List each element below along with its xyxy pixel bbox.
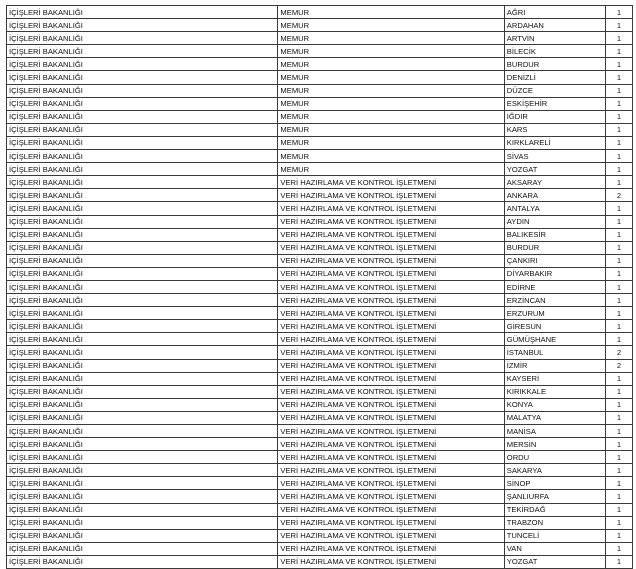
table-row <box>7 254 633 267</box>
city-cell: SAKARYA <box>504 464 605 477</box>
count-cell: 1 <box>605 241 632 254</box>
city-cell: DİYARBAKIR <box>504 267 605 280</box>
table-row <box>7 202 633 215</box>
city-cell: TRABZON <box>504 516 605 529</box>
city-cell: İZMİR <box>504 359 605 372</box>
institution-cell: İÇİŞLERİ BAKANLIĞI <box>7 425 278 438</box>
quota-table-body <box>7 6 633 569</box>
table-row <box>7 32 633 45</box>
table-row <box>7 372 633 385</box>
institution-cell: İÇİŞLERİ BAKANLIĞI <box>7 529 278 542</box>
institution-cell: İÇİŞLERİ BAKANLIĞI <box>7 359 278 372</box>
position-cell: VERİ HAZIRLAMA VE KONTROL İŞLETMENİ <box>278 464 504 477</box>
table-row <box>7 136 633 149</box>
position-cell: VERİ HAZIRLAMA VE KONTROL İŞLETMENİ <box>278 294 504 307</box>
position-cell: VERİ HAZIRLAMA VE KONTROL İŞLETMENİ <box>278 451 504 464</box>
city-cell: AYDIN <box>504 215 605 228</box>
position-cell: VERİ HAZIRLAMA VE KONTROL İŞLETMENİ <box>278 542 504 555</box>
position-cell: VERİ HAZIRLAMA VE KONTROL İŞLETMENİ <box>278 411 504 424</box>
institution-cell: İÇİŞLERİ BAKANLIĞI <box>7 294 278 307</box>
position-cell: VERİ HAZIRLAMA VE KONTROL İŞLETMENİ <box>278 385 504 398</box>
city-cell: TEKİRDAĞ <box>504 503 605 516</box>
position-cell: VERİ HAZIRLAMA VE KONTROL İŞLETMENİ <box>278 307 504 320</box>
institution-cell: İÇİŞLERİ BAKANLIĞI <box>7 254 278 267</box>
table-row <box>7 464 633 477</box>
position-cell: MEMUR <box>278 6 504 19</box>
city-cell: ERZİNCAN <box>504 294 605 307</box>
institution-cell: İÇİŞLERİ BAKANLIĞI <box>7 516 278 529</box>
position-cell: MEMUR <box>278 58 504 71</box>
position-cell: MEMUR <box>278 150 504 163</box>
institution-cell: İÇİŞLERİ BAKANLIĞI <box>7 372 278 385</box>
table-row <box>7 516 633 529</box>
position-cell: MEMUR <box>278 32 504 45</box>
position-cell: MEMUR <box>278 71 504 84</box>
institution-cell: İÇİŞLERİ BAKANLIĞI <box>7 163 278 176</box>
count-cell: 1 <box>605 136 632 149</box>
table-row <box>7 215 633 228</box>
count-cell: 1 <box>605 451 632 464</box>
position-cell: VERİ HAZIRLAMA VE KONTROL İŞLETMENİ <box>278 346 504 359</box>
count-cell: 1 <box>605 228 632 241</box>
count-cell: 2 <box>605 359 632 372</box>
count-cell: 1 <box>605 542 632 555</box>
count-cell: 1 <box>605 202 632 215</box>
institution-cell: İÇİŞLERİ BAKANLIĞI <box>7 398 278 411</box>
city-cell: MANİSA <box>504 425 605 438</box>
table-row <box>7 19 633 32</box>
city-cell: BURDUR <box>504 58 605 71</box>
table-row <box>7 176 633 189</box>
table-row <box>7 503 633 516</box>
table-row <box>7 280 633 293</box>
position-cell: VERİ HAZIRLAMA VE KONTROL İŞLETMENİ <box>278 267 504 280</box>
institution-cell: İÇİŞLERİ BAKANLIĞI <box>7 503 278 516</box>
count-cell: 1 <box>605 150 632 163</box>
position-cell: VERİ HAZIRLAMA VE KONTROL İŞLETMENİ <box>278 490 504 503</box>
count-cell: 1 <box>605 45 632 58</box>
city-cell: KONYA <box>504 398 605 411</box>
count-cell: 1 <box>605 529 632 542</box>
city-cell: KAYSERİ <box>504 372 605 385</box>
table-row <box>7 385 633 398</box>
position-cell: VERİ HAZIRLAMA VE KONTROL İŞLETMENİ <box>278 320 504 333</box>
position-cell: VERİ HAZIRLAMA VE KONTROL İŞLETMENİ <box>278 372 504 385</box>
institution-cell: İÇİŞLERİ BAKANLIĞI <box>7 307 278 320</box>
city-cell: BALIKESİR <box>504 228 605 241</box>
table-row <box>7 189 633 202</box>
city-cell: ŞANLIURFA <box>504 490 605 503</box>
institution-cell: İÇİŞLERİ BAKANLIĞI <box>7 176 278 189</box>
position-cell: MEMUR <box>278 163 504 176</box>
count-cell: 1 <box>605 425 632 438</box>
institution-cell: İÇİŞLERİ BAKANLIĞI <box>7 189 278 202</box>
count-cell: 1 <box>605 438 632 451</box>
institution-cell: İÇİŞLERİ BAKANLIĞI <box>7 477 278 490</box>
institution-cell: İÇİŞLERİ BAKANLIĞI <box>7 84 278 97</box>
count-cell: 2 <box>605 346 632 359</box>
position-cell: MEMUR <box>278 123 504 136</box>
institution-cell: İÇİŞLERİ BAKANLIĞI <box>7 241 278 254</box>
position-cell: VERİ HAZIRLAMA VE KONTROL İŞLETMENİ <box>278 333 504 346</box>
table-row <box>7 6 633 19</box>
city-cell: KIRKLARELİ <box>504 136 605 149</box>
position-cell: VERİ HAZIRLAMA VE KONTROL İŞLETMENİ <box>278 215 504 228</box>
city-cell: GİRESUN <box>504 320 605 333</box>
position-cell: VERİ HAZIRLAMA VE KONTROL İŞLETMENİ <box>278 438 504 451</box>
institution-cell: İÇİŞLERİ BAKANLIĞI <box>7 333 278 346</box>
table-row <box>7 398 633 411</box>
institution-cell: İÇİŞLERİ BAKANLIĞI <box>7 385 278 398</box>
city-cell: ESKİŞEHİR <box>504 97 605 110</box>
institution-cell: İÇİŞLERİ BAKANLIĞI <box>7 58 278 71</box>
position-cell: VERİ HAZIRLAMA VE KONTROL İŞLETMENİ <box>278 477 504 490</box>
position-cell: MEMUR <box>278 136 504 149</box>
institution-cell: İÇİŞLERİ BAKANLIĞI <box>7 150 278 163</box>
city-cell: IĞDIR <box>504 110 605 123</box>
count-cell: 1 <box>605 280 632 293</box>
institution-cell: İÇİŞLERİ BAKANLIĞI <box>7 438 278 451</box>
institution-cell: İÇİŞLERİ BAKANLIĞI <box>7 215 278 228</box>
city-cell: VAN <box>504 542 605 555</box>
table-row <box>7 110 633 123</box>
position-cell: VERİ HAZIRLAMA VE KONTROL İŞLETMENİ <box>278 228 504 241</box>
table-row <box>7 228 633 241</box>
position-cell: MEMUR <box>278 19 504 32</box>
city-cell: ERZURUM <box>504 307 605 320</box>
city-cell: KARS <box>504 123 605 136</box>
city-cell: SİNOP <box>504 477 605 490</box>
position-cell: VERİ HAZIRLAMA VE KONTROL İŞLETMENİ <box>278 202 504 215</box>
position-cell: VERİ HAZIRLAMA VE KONTROL İŞLETMENİ <box>278 359 504 372</box>
institution-cell: İÇİŞLERİ BAKANLIĞI <box>7 411 278 424</box>
count-cell: 1 <box>605 97 632 110</box>
position-cell: VERİ HAZIRLAMA VE KONTROL İŞLETMENİ <box>278 398 504 411</box>
table-row <box>7 307 633 320</box>
city-cell: ORDU <box>504 451 605 464</box>
table-row <box>7 45 633 58</box>
position-cell: VERİ HAZIRLAMA VE KONTROL İŞLETMENİ <box>278 529 504 542</box>
table-row <box>7 451 633 464</box>
city-cell: ANTALYA <box>504 202 605 215</box>
city-cell: GÜMÜŞHANE <box>504 333 605 346</box>
count-cell: 1 <box>605 516 632 529</box>
table-row <box>7 58 633 71</box>
institution-cell: İÇİŞLERİ BAKANLIĞI <box>7 45 278 58</box>
city-cell: BURDUR <box>504 241 605 254</box>
city-cell: ARTVİN <box>504 32 605 45</box>
position-cell: VERİ HAZIRLAMA VE KONTROL İŞLETMENİ <box>278 425 504 438</box>
table-row <box>7 490 633 503</box>
city-cell: AKSARAY <box>504 176 605 189</box>
city-cell: MALATYA <box>504 411 605 424</box>
table-row <box>7 438 633 451</box>
position-cell: VERİ HAZIRLAMA VE KONTROL İŞLETMENİ <box>278 280 504 293</box>
institution-cell: İÇİŞLERİ BAKANLIĞI <box>7 6 278 19</box>
institution-cell: İÇİŞLERİ BAKANLIĞI <box>7 451 278 464</box>
table-row <box>7 320 633 333</box>
table-row <box>7 241 633 254</box>
count-cell: 1 <box>605 58 632 71</box>
table-row <box>7 294 633 307</box>
institution-cell: İÇİŞLERİ BAKANLIĞI <box>7 464 278 477</box>
position-cell: MEMUR <box>278 84 504 97</box>
position-cell: VERİ HAZIRLAMA VE KONTROL İŞLETMENİ <box>278 189 504 202</box>
city-cell: ÇANKIRI <box>504 254 605 267</box>
position-cell: VERİ HAZIRLAMA VE KONTROL İŞLETMENİ <box>278 555 504 568</box>
table-row <box>7 359 633 372</box>
table-row <box>7 542 633 555</box>
count-cell: 1 <box>605 555 632 568</box>
institution-cell: İÇİŞLERİ BAKANLIĞI <box>7 110 278 123</box>
count-cell: 1 <box>605 333 632 346</box>
city-cell: SİVAS <box>504 150 605 163</box>
table-row <box>7 411 633 424</box>
institution-cell: İÇİŞLERİ BAKANLIĞI <box>7 123 278 136</box>
count-cell: 1 <box>605 123 632 136</box>
count-cell: 1 <box>605 215 632 228</box>
institution-cell: İÇİŞLERİ BAKANLIĞI <box>7 542 278 555</box>
institution-cell: İÇİŞLERİ BAKANLIĞI <box>7 320 278 333</box>
count-cell: 1 <box>605 503 632 516</box>
count-cell: 1 <box>605 294 632 307</box>
city-cell: YOZGAT <box>504 163 605 176</box>
institution-cell: İÇİŞLERİ BAKANLIĞI <box>7 71 278 84</box>
city-cell: ANKARA <box>504 189 605 202</box>
count-cell: 1 <box>605 71 632 84</box>
count-cell: 1 <box>605 32 632 45</box>
count-cell: 1 <box>605 163 632 176</box>
city-cell: İSTANBUL <box>504 346 605 359</box>
institution-cell: İÇİŞLERİ BAKANLIĞI <box>7 32 278 45</box>
institution-cell: İÇİŞLERİ BAKANLIĞI <box>7 228 278 241</box>
institution-cell: İÇİŞLERİ BAKANLIĞI <box>7 97 278 110</box>
position-cell: VERİ HAZIRLAMA VE KONTROL İŞLETMENİ <box>278 254 504 267</box>
count-cell: 1 <box>605 307 632 320</box>
city-cell: MERSİN <box>504 438 605 451</box>
city-cell: DENİZLİ <box>504 71 605 84</box>
count-cell: 1 <box>605 110 632 123</box>
city-cell: DÜZCE <box>504 84 605 97</box>
city-cell: BİLECİK <box>504 45 605 58</box>
table-row <box>7 529 633 542</box>
table-row <box>7 123 633 136</box>
count-cell: 1 <box>605 398 632 411</box>
table-row <box>7 71 633 84</box>
position-cell: VERİ HAZIRLAMA VE KONTROL İŞLETMENİ <box>278 503 504 516</box>
position-cell: MEMUR <box>278 110 504 123</box>
city-cell: TUNCELİ <box>504 529 605 542</box>
position-cell: VERİ HAZIRLAMA VE KONTROL İŞLETMENİ <box>278 516 504 529</box>
institution-cell: İÇİŞLERİ BAKANLIĞI <box>7 202 278 215</box>
city-cell: ARDAHAN <box>504 19 605 32</box>
table-row <box>7 163 633 176</box>
institution-cell: İÇİŞLERİ BAKANLIĞI <box>7 267 278 280</box>
city-cell: KIRIKKALE <box>504 385 605 398</box>
table-row <box>7 477 633 490</box>
quota-table-sheet <box>6 5 633 569</box>
count-cell: 1 <box>605 385 632 398</box>
institution-cell: İÇİŞLERİ BAKANLIĞI <box>7 136 278 149</box>
count-cell: 1 <box>605 6 632 19</box>
count-cell: 1 <box>605 19 632 32</box>
count-cell: 1 <box>605 267 632 280</box>
quota-table <box>6 5 633 569</box>
city-cell: EDİRNE <box>504 280 605 293</box>
position-cell: VERİ HAZIRLAMA VE KONTROL İŞLETMENİ <box>278 176 504 189</box>
count-cell: 1 <box>605 477 632 490</box>
institution-cell: İÇİŞLERİ BAKANLIĞI <box>7 19 278 32</box>
table-row <box>7 84 633 97</box>
table-row <box>7 425 633 438</box>
table-row <box>7 346 633 359</box>
table-row <box>7 333 633 346</box>
count-cell: 1 <box>605 372 632 385</box>
count-cell: 1 <box>605 176 632 189</box>
institution-cell: İÇİŞLERİ BAKANLIĞI <box>7 555 278 568</box>
count-cell: 1 <box>605 84 632 97</box>
institution-cell: İÇİŞLERİ BAKANLIĞI <box>7 490 278 503</box>
city-cell: AĞRI <box>504 6 605 19</box>
position-cell: MEMUR <box>278 97 504 110</box>
table-row <box>7 97 633 110</box>
count-cell: 2 <box>605 189 632 202</box>
count-cell: 1 <box>605 411 632 424</box>
position-cell: MEMUR <box>278 45 504 58</box>
count-cell: 1 <box>605 464 632 477</box>
institution-cell: İÇİŞLERİ BAKANLIĞI <box>7 346 278 359</box>
city-cell: YOZGAT <box>504 555 605 568</box>
institution-cell: İÇİŞLERİ BAKANLIĞI <box>7 280 278 293</box>
table-row <box>7 267 633 280</box>
table-row <box>7 150 633 163</box>
count-cell: 1 <box>605 320 632 333</box>
position-cell: VERİ HAZIRLAMA VE KONTROL İŞLETMENİ <box>278 241 504 254</box>
count-cell: 1 <box>605 254 632 267</box>
count-cell: 1 <box>605 490 632 503</box>
